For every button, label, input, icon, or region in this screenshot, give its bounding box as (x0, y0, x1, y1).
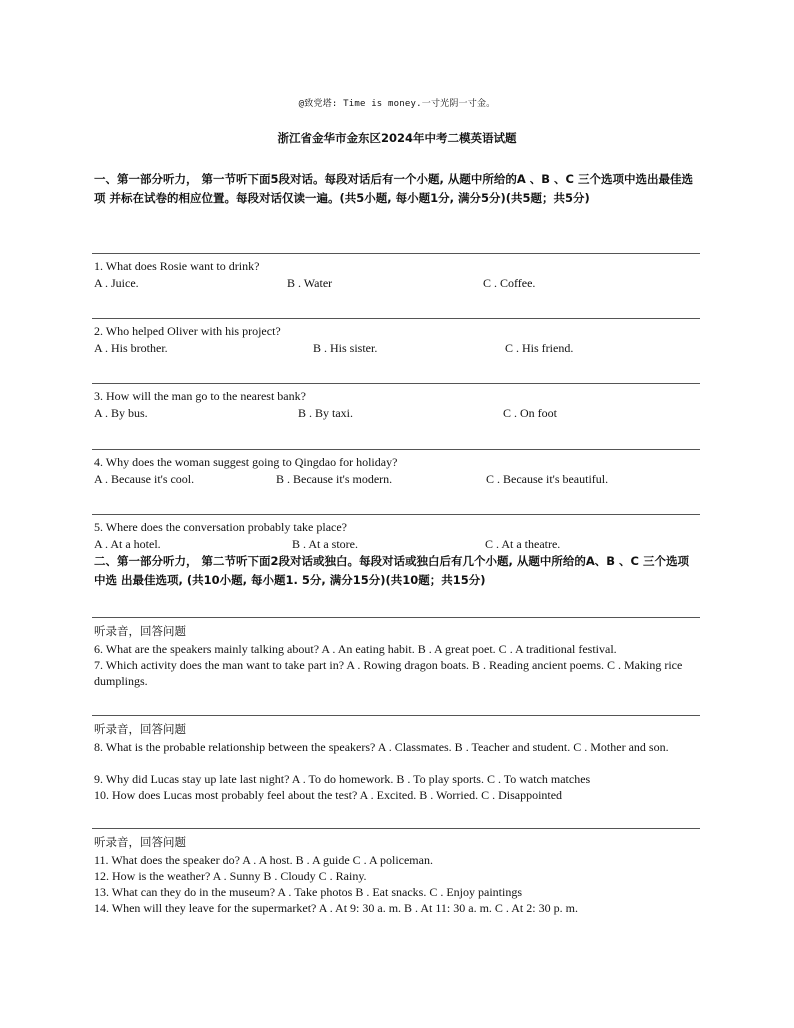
q4-option-a: A . Because it's cool. (94, 472, 195, 486)
q1-option-a: A . Juice. (94, 276, 139, 290)
question-12: 12. How is the weather? A . Sunny B . Cloudy C . Rainy. (94, 869, 367, 883)
q3-option-a: A . By bus. (94, 406, 148, 420)
q1-option-b: B . Water (287, 276, 333, 290)
question-11: 11. What does the speaker do? A . A host. B . A guide C . A policeman. (94, 853, 433, 867)
question-2: 2. Who helped Oliver with his project? (94, 324, 281, 338)
question-5: 5. Where does the conversation probably take place? (94, 520, 348, 534)
divider (92, 514, 700, 515)
page-title: 浙江省金华市金东区2024年中考二模英语试题 (277, 131, 517, 145)
q1-option-c: C . Coffee. (483, 276, 536, 290)
divider (92, 253, 700, 254)
question-4: 4. Why does the woman suggest going to Qingdao for holiday? (94, 455, 398, 469)
section1-heading: 一、第一部分听力， 第一节听下面5段对话。每段对话后有一个小题, 从题中所给的A 、B 、C 三个选项中选出最佳选项 并标在试卷的相应位置。每段对话仅读一遍。(共5小题, 每小题1分, 满分5分)(共5题；共5分) (94, 172, 693, 205)
q3-option-c: C . On foot (503, 406, 557, 420)
q5-option-a: A . At a hotel. (94, 537, 161, 551)
q4-option-c: C . Because it's beautiful. (486, 472, 609, 486)
divider (92, 318, 700, 319)
q5-option-c: C . At a theatre. (485, 537, 561, 551)
q3-option-b: B . By taxi. (298, 406, 354, 420)
q4-option-b: B . Because it's modern. (276, 472, 393, 486)
divider (92, 449, 700, 450)
divider (92, 383, 700, 384)
listening-group-label: 听录音，回答问题 (94, 722, 186, 736)
question-6: 6. What are the speakers mainly talking about? A . An eating habit. B . A great poet. C . A traditional festival. (94, 642, 617, 656)
divider (92, 828, 700, 829)
divider (92, 617, 700, 618)
q2-option-b: B . His sister. (313, 341, 378, 355)
question-1: 1. What does Rosie want to drink? (94, 259, 260, 273)
listening-group-label: 听录音，回答问题 (94, 624, 186, 638)
q2-option-c: C . His friend. (505, 341, 574, 355)
divider (92, 715, 700, 716)
question-8: 8. What is the probable relationship between the speakers? A . Classmates. B . Teacher and student. C . Mother and son. (94, 740, 669, 754)
q2-option-a: A . His brother. (94, 341, 168, 355)
question-7: 7. Which activity does the man want to take part in? A . Rowing dragon boats. B . Reading ancient poems. C . Making rice dumplings. (94, 658, 683, 688)
header-motto: @致党塔: Time is money.一寸光阴一寸金。 (298, 99, 496, 109)
question-14: 14. When will they leave for the supermarket? A . At 9: 30 a. m. B . At 11: 30 a. m. C . At 2: 30 p. m. (94, 901, 578, 915)
q5-option-b: B . At a store. (292, 537, 358, 551)
question-10: 10. How does Lucas most probably feel about the test? A . Excited. B . Worried. C . Disappointed (94, 788, 563, 802)
question-3: 3. How will the man go to the nearest bank? (94, 389, 306, 403)
question-9: 9. Why did Lucas stay up late last night? A . To do homework. B . To play sports. C . To watch matches (94, 772, 591, 786)
listening-group-label: 听录音，回答问题 (94, 835, 186, 849)
section2-heading: 二、第一部分听力， 第二节听下面2段对话或独白。每段对话或独白后有几个小题, 从题中所给的A、B 、C 三个选项中选 出最佳选项, (共10小题, 每小题1. 5分, 满分15分)(共10题；共15分) (94, 554, 689, 587)
question-13: 13. What can they do in the museum? A . Take photos B . Eat snacks. C . Enjoy paintings (94, 885, 522, 899)
